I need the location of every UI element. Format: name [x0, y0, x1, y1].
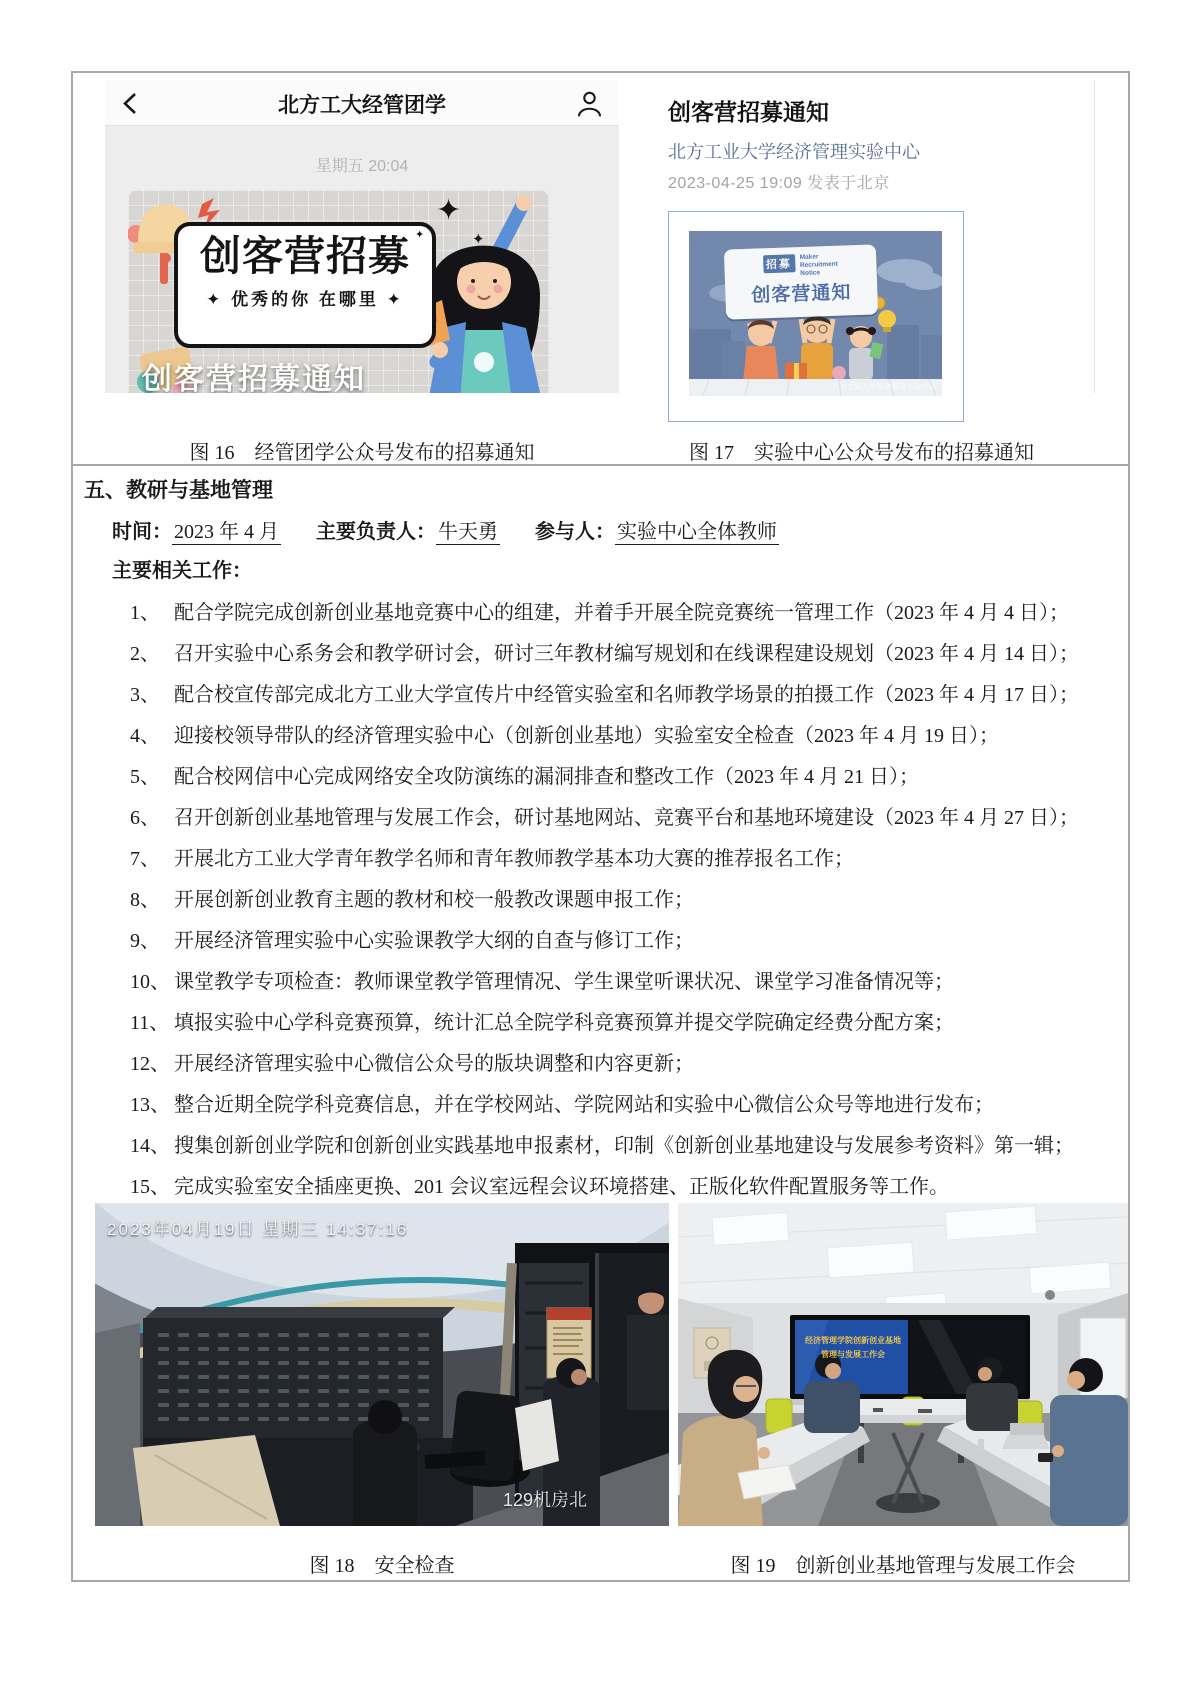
work-item-text: 召开创新创业基地管理与发展工作会，研讨基地网站、竞赛平台和基地环境建设（2023 年 4 月 27 日）； — [174, 807, 1079, 829]
chat-timestamp: 星期五 20:04 — [315, 158, 409, 175]
thumbnail-illustration — [689, 231, 942, 396]
screen-title-line1: 经济管理学院创新创业基地 — [805, 1336, 901, 1345]
time-value: 2023 年 4 月 — [174, 521, 279, 543]
recruitment-banner-image — [128, 190, 549, 393]
work-item — [130, 637, 1115, 666]
sparkle-icon: ✦ — [415, 229, 425, 241]
work-item-text: 配合学院完成创新创业基地竞赛中心的组建，并着手开展全院竞赛统一管理工作（2023 年 4 月 4 日）； — [174, 602, 1069, 624]
article-thumbnail-frame — [668, 211, 964, 422]
cctv-watermark: 129机房北 — [503, 1490, 588, 1510]
meeting-scene — [678, 1203, 1128, 1526]
work-list-label: 主要相关工作： — [112, 560, 252, 582]
contact-person-icon — [576, 89, 603, 123]
work-item-number: 15、 — [130, 1176, 170, 1198]
thumbnail-sign — [724, 244, 878, 319]
work-item-text: 召开实验中心系务会和教学研讨会，研讨三年教材编写规划和在线课程建设规划（2023 年 4 月 14 日）； — [174, 643, 1079, 665]
banner-sign — [174, 222, 436, 348]
participant-label: 参与人： — [535, 521, 615, 543]
work-item — [130, 760, 1115, 789]
sign-english-text: Maker Recruitment Notice — [799, 253, 838, 278]
work-item-number: 9、 — [130, 930, 160, 952]
work-item-text: 搜集创新创业学院和创新创业实践基地申报素材，印制《创新创业基地建设与发展参考资料》第一辑； — [174, 1135, 1074, 1157]
banner-headline: 创客营招募 — [200, 233, 410, 279]
work-item — [130, 965, 1115, 994]
time-label: 时间： — [112, 521, 172, 543]
work-item-text: 完成实验室安全插座更换、201 会议室远程会议环境搭建、正版化软件配置服务等工作。 — [174, 1176, 949, 1198]
work-item-text: 开展北方工业大学青年教学名师和青年教师教学基本功大赛的推荐报名工作； — [174, 848, 854, 870]
banner-subline: ✦ 优秀的你 在哪里 ✦ — [206, 290, 404, 310]
work-item — [130, 678, 1115, 707]
work-item-number: 7、 — [130, 848, 160, 870]
leader-label: 主要负责人： — [316, 521, 436, 543]
work-item — [130, 801, 1115, 830]
work-item — [130, 1170, 1115, 1199]
meeting-screen-text — [799, 1334, 907, 1363]
work-item-text: 开展创新创业教育主题的教材和校一般教改课题申报工作； — [174, 889, 694, 911]
participant-value: 实验中心全体教师 — [617, 521, 777, 543]
work-item — [130, 924, 1115, 953]
work-item — [130, 719, 1115, 748]
work-item-number: 4、 — [130, 725, 160, 747]
work-item-text: 配合校网信中心完成网络安全攻防演练的漏洞排查和整改工作（2023 年 4 月 21 日）； — [174, 766, 919, 788]
figure18-caption: 图 18 安全检查 — [309, 1555, 455, 1577]
sparkle-icon: ✦ — [436, 194, 462, 227]
section-heading: 五、教研与基地管理 — [84, 479, 273, 502]
screen-title-line2: 管理与发展工作会 — [821, 1350, 885, 1360]
article-date-line: 2023-04-25 19:09 发表于北京 — [668, 175, 890, 192]
article-title: 创客营招募通知 — [668, 99, 829, 125]
work-item — [130, 1088, 1115, 1117]
work-item-number: 8、 — [130, 889, 160, 911]
figure19-caption: 图 19 创新创业基地管理与发展工作会 — [730, 1555, 1076, 1577]
article-account-name: 北方工业大学经济管理实验中心 — [668, 142, 920, 162]
work-item-number: 6、 — [130, 807, 160, 829]
work-item-number: 3、 — [130, 684, 160, 706]
work-item-number: 10、 — [130, 971, 170, 993]
cctv-timestamp: 2023年04月19日 星期三 14:37:16 — [107, 1220, 409, 1239]
work-item-text: 课堂教学专项检查：教师课堂教学管理情况、学生课堂听课状况、课堂学习准备情况等； — [174, 971, 954, 993]
work-item-number: 5、 — [130, 766, 160, 788]
chat-title: 北方工大经管团学 — [278, 94, 446, 117]
work-item-text: 迎接校领导带队的经济管理实验中心（创新创业基地）实验室安全检查（2023 年 4 月 19 日）； — [174, 725, 999, 747]
wechat-header — [105, 80, 619, 126]
wechat-chat-screenshot — [105, 80, 619, 393]
work-item-number: 1、 — [130, 602, 160, 624]
figure16-caption: 图 16 经管团学公众号发布的招募通知 — [189, 442, 535, 464]
work-item-text: 填报实验中心学科竞赛预算，统计汇总全院学科竞赛预算并提交学院确定经费分配方案； — [174, 1012, 954, 1034]
sign-tag-text: 招募 — [763, 254, 796, 273]
section-meta-line — [112, 515, 779, 544]
work-item-text: 开展经济管理实验中心微信公众号的版块调整和内容更新； — [174, 1053, 694, 1075]
work-item — [130, 1129, 1115, 1158]
work-item-text: 开展经济管理实验中心实验课教学大纲的自查与修订工作； — [174, 930, 694, 952]
work-item-text: 整合近期全院学科竞赛信息，并在学校网站、学院网站和实验中心微信公众号等地进行发布； — [174, 1094, 994, 1116]
sparkle-icon: ✦ — [472, 231, 485, 248]
work-item — [130, 596, 1115, 625]
work-item — [130, 1006, 1115, 1035]
work-item-number: 11、 — [130, 1012, 170, 1034]
work-item-number: 14、 — [130, 1135, 170, 1157]
work-item-number: 13、 — [130, 1094, 170, 1116]
work-item — [130, 842, 1115, 871]
work-item — [130, 1047, 1115, 1076]
figure17-caption: 图 17 实验中心公众号发布的招募通知 — [689, 442, 1034, 464]
banner-overlay-title: 创客营招募通知 — [142, 363, 366, 393]
sign-main-text: 创客营通知 — [751, 282, 852, 308]
cctv-security-check-photo — [95, 1203, 669, 1526]
work-item-text: 配合校宣传部完成北方工业大学宣传片中经管实验室和名师教学场景的拍摄工作（2023 年 4 月 17 日）； — [174, 684, 1079, 706]
leader-value: 牛天勇 — [438, 521, 498, 543]
wechat-article-screenshot — [628, 80, 1095, 393]
work-item — [130, 883, 1115, 912]
thumbnail-watermark: 北方工业大学经济管理实验中心 — [832, 384, 937, 391]
work-item-number: 2、 — [130, 643, 160, 665]
cctv-scene — [95, 1203, 669, 1526]
meeting-room-photo — [678, 1203, 1128, 1526]
work-item-number: 12、 — [130, 1053, 170, 1075]
